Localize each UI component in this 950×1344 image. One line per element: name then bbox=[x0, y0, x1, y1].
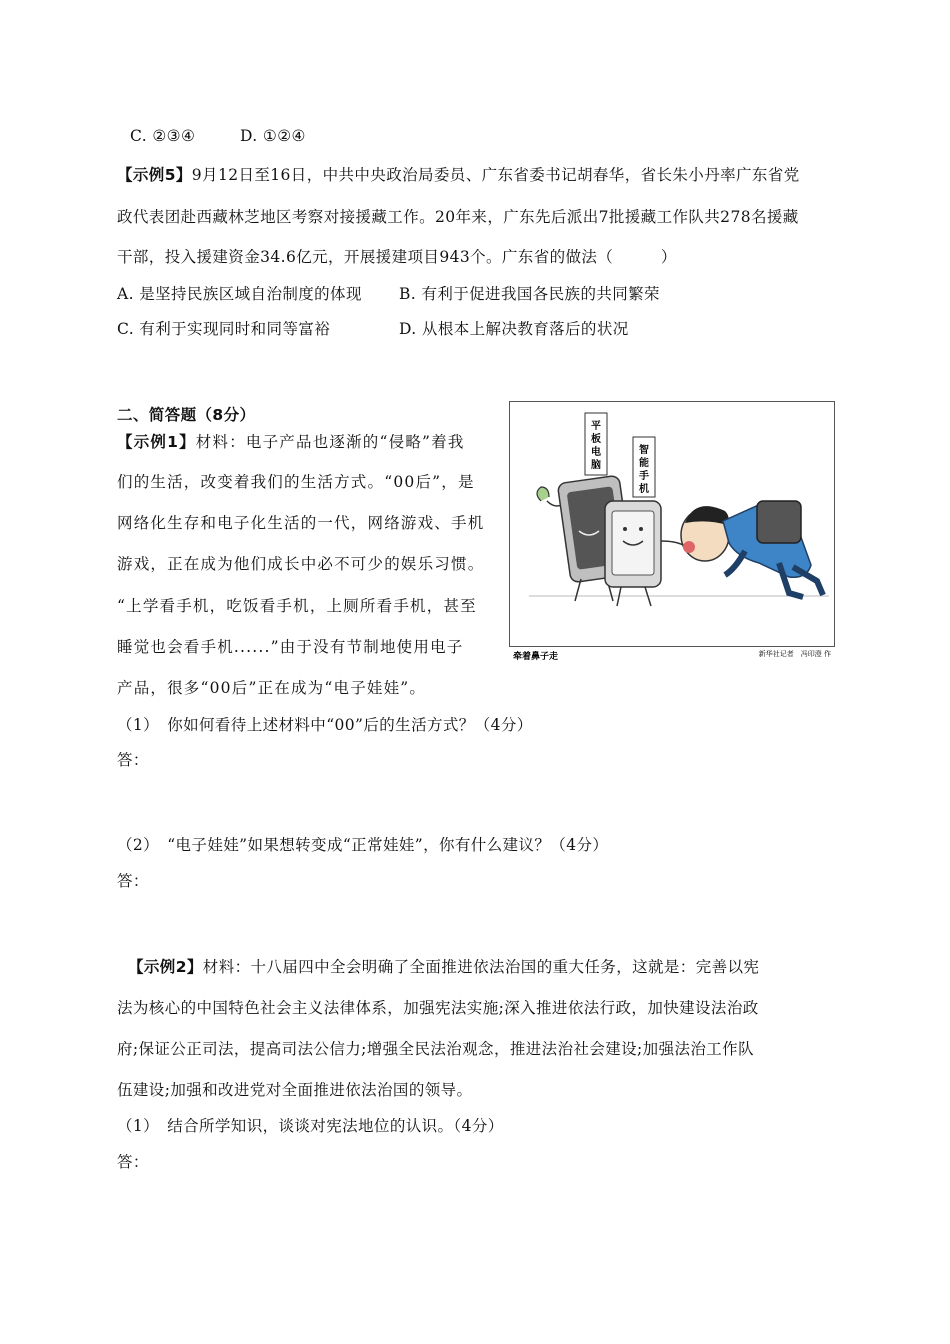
example1-line5: “上学看手机，吃饭看手机，上厕所看手机，甚至 bbox=[117, 597, 477, 615]
example2-line4: 伍建设;加强和改进党对全面推进依法治国的领导。 bbox=[117, 1081, 473, 1099]
example5-line3: 干部，投入援建资金34.6亿元，开展援建项目943个。广东省的做法（ ） bbox=[117, 248, 677, 266]
cartoon-illustration bbox=[509, 401, 835, 662]
example1-line7: 产品，很多“00后”正在成为“电子娃娃”。 bbox=[117, 679, 427, 697]
cartoon-caption-title: 牵着鼻子走 bbox=[513, 652, 559, 662]
example1-line1: 【示例1】材料：电子产品也逐渐的“侵略”着我 bbox=[117, 433, 465, 451]
cartoon-caption-credit: 新华社记者 冯印澄 作 bbox=[758, 650, 831, 658]
phone-label: 智能手机 bbox=[639, 445, 649, 495]
option-c: C. ②③④ bbox=[130, 127, 196, 145]
example1-line3: 网络化生存和电子化生活的一代，网络游戏、手机 bbox=[117, 514, 485, 532]
example5-label: 【示例5】 bbox=[117, 166, 192, 184]
example2-line2: 法为核心的中国特色社会主义法律体系，加强宪法实施;深入推进依法行政，加快建设法治政 bbox=[117, 999, 759, 1017]
example1-question2: （2） “电子娃娃”如果想转变成“正常娃娃”，你有什么建议？（4分） bbox=[117, 836, 609, 854]
example5-line2: 政代表团赴西藏林芝地区考察对接援藏工作。20年来，广东先后派出7批援藏工作队共278名援藏 bbox=[117, 208, 799, 226]
example1-line4: 游戏，正在成为他们成长中必不可少的娱乐习惯。 bbox=[117, 555, 485, 573]
example1-answer1: 答： bbox=[117, 751, 149, 769]
example1-line6: 睡觉也会看手机......”由于没有节制地使用电子 bbox=[117, 638, 464, 656]
example2-label: 【示例2】 bbox=[128, 958, 203, 976]
example1-label: 【示例1】 bbox=[117, 433, 196, 451]
example1-answer2: 答： bbox=[117, 872, 149, 890]
example2-question1: （1） 结合所学知识，谈谈对宪法地位的认识。（4分） bbox=[117, 1117, 504, 1135]
tablet-label: 平板电脑 bbox=[591, 421, 601, 471]
example2-answer1: 答： bbox=[117, 1153, 149, 1171]
example1-question1: （1） 你如何看待上述材料中“00”后的生活方式？（4分） bbox=[117, 716, 533, 734]
example2-line3: 府;保证公正司法，提高司法公信力;增强全民法治观念，推进法治社会建设;加强法治工作队 bbox=[117, 1040, 754, 1058]
example5-option-d: D. 从根本上解决教育落后的状况 bbox=[399, 320, 629, 338]
section-heading: 二、简答题（8分） bbox=[117, 406, 256, 424]
example5-line1: 【示例5】9月12日至16日，中共中央政治局委员、广东省委书记胡春华，省长朱小丹率广东省党 bbox=[117, 166, 800, 184]
example2-line1: 【示例2】材料：十八届四中全会明确了全面推进依法治国的重大任务，这就是：完善以宪 bbox=[128, 958, 760, 976]
example5-option-c: C. 有利于实现同时和同等富裕 bbox=[117, 320, 331, 338]
example5-option-a: A. 是坚持民族区域自治制度的体现 bbox=[117, 285, 362, 303]
option-d: D. ①②④ bbox=[240, 127, 306, 145]
example5-option-b: B. 有利于促进我国各民族的共同繁荣 bbox=[399, 285, 660, 303]
example1-line2: 们的生活，改变着我们的生活方式。“00后”，是 bbox=[117, 473, 475, 491]
